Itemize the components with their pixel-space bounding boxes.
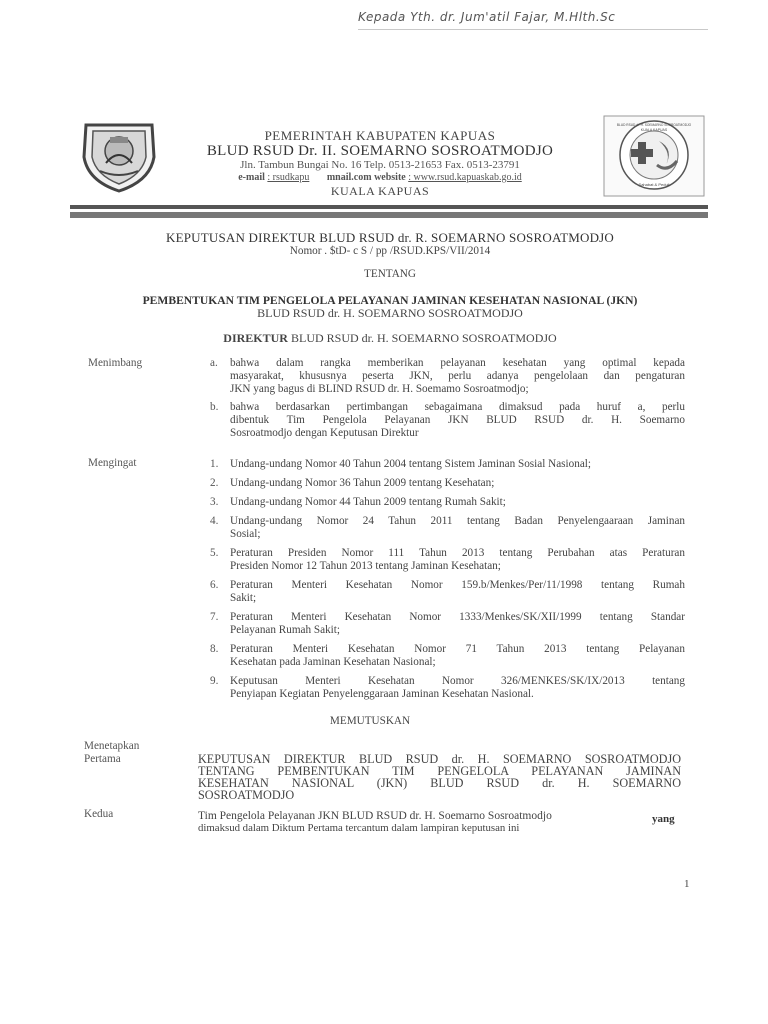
menimbang-item-text: dibentuk Tim Pengelola Pelayanan JKN BLUD RSUD dr. H. Soemarno [230, 414, 685, 426]
director-title: DIREKTUR [223, 331, 288, 345]
mengingat-item-text: Undang-undang Nomor 40 Tahun 2004 tentang Sistem Jaminan Sosial Nasional; [230, 458, 592, 470]
mengingat-item-marker: 3. [210, 496, 219, 508]
page-number: 1 [684, 878, 690, 890]
kedua-line1-tail: yang [652, 813, 675, 825]
mengingat-item-text: Peraturan Presiden Nomor 111 Tahun 2013 tentang Perubahan atas Peraturan [230, 547, 685, 559]
mengingat-item-text: Peraturan Menteri Kesehatan Nomor 159.b/Menkes/Per/11/1998 tentang Rumah [230, 579, 685, 591]
menetapkan-line: KESEHATAN NASIONAL (JKN) BLUD RSUD dr. H. SOEMARNO [198, 776, 681, 790]
website-value[interactable]: : www.rsud.kapuaskab.go.id [408, 172, 522, 183]
government-name: PEMERINTAH KABUPATEN KAPUAS [264, 128, 496, 143]
decree-subject-line1: PEMBENTUKAN TIM PENGELOLA PELAYANAN JAMINAN KESEHATAN NASIONAL (JKN) [142, 294, 638, 307]
mengingat-item-marker: 1. [210, 458, 219, 470]
email-domain: mnail.com [326, 172, 372, 183]
decree-number: Nomor . $tD- c S / pp /RSUD.KPS/VII/2014 [289, 245, 491, 257]
hospital-emblem-city: KUALA KAPUAS [640, 128, 668, 132]
decree-title: KEPUTUSAN DIREKTUR BLUD RSUD dr. R. SOEMARNO SOSROATMODJO [165, 230, 615, 245]
mengingat-item-text: Pelayanan Rumah Sakit; [230, 624, 340, 636]
kedua-line2: dimaksud dalam Diktum Pertama tercantum dalam lampiran keputusan ini [198, 822, 520, 834]
menetapkan-line: TENTANG PEMBENTUKAN TIM PENGELOLA PELAYANAN JAMINAN [198, 764, 681, 778]
decree-about: TENTANG [364, 268, 416, 280]
pertama-label: Pertama [84, 753, 121, 765]
menetapkan-label: Menetapkan [84, 740, 140, 752]
mengingat-item-text: Undang-undang Nomor 44 Tahun 2009 tentang Rumah Sakit; [230, 496, 506, 508]
email-label: e-mail [238, 172, 265, 183]
letterhead-rule-thin [70, 205, 708, 209]
decree-subject-line2: BLUD RSUD dr. H. SOEMARNO SOSROATMODJO [257, 306, 523, 320]
menimbang-item-text: bahwa berdasarkan pertimbangan sebagaimana dimaksud pada huruf a, perlu [230, 401, 685, 413]
email-value[interactable]: : rsudkapu [267, 172, 310, 183]
institution-name: BLUD RSUD Dr. II. SOEMARNO SOSROATMODJO [206, 143, 554, 159]
director-heading [60, 332, 720, 345]
mengingat-item-marker: 9. [210, 675, 219, 687]
mengingat-item-text: Peraturan Menteri Kesehatan Nomor 71 Tahun 2013 tentang Pelayanan [230, 643, 685, 655]
institution-address: Jln. Tambun Bungai No. 16 Telp. 0513-21653 Fax. 0513-23791 [240, 159, 520, 171]
letterhead-rule-thick [70, 212, 708, 218]
menimbang-item-marker: a. [210, 357, 218, 369]
kapuas-regency-emblem [80, 117, 158, 193]
mengingat-item-text: Presiden Nomor 12 Tahun 2013 tentang Jaminan Kesehatan; [230, 560, 501, 572]
mengingat-item-marker: 4. [210, 515, 219, 527]
menimbang-item-text: Sosroatmodjo dengan Keputusan Direktur [230, 427, 419, 439]
mengingat-item-text: Sakit; [230, 592, 257, 604]
mengingat-item-text: Undang-undang Nomor 24 Tahun 2011 tentang Badan Penyelengaaraan Jaminan [230, 515, 685, 527]
mengingat-item-text: Keputusan Menteri Kesehatan Nomor 326/MENKES/SK/IX/2013 tentang [230, 675, 685, 687]
contact-line [160, 172, 600, 183]
kedua-label: Kedua [84, 808, 114, 820]
mengingat-item-text: Undang-undang Nomor 36 Tahun 2009 tentang Kesehatan; [230, 477, 495, 489]
menimbang-item-text: masyarakat, khususnya peserta JKN, perlu adanya pengelolaan dan pengaturan [230, 370, 685, 382]
menimbang-item-marker: b. [210, 401, 219, 413]
menimbang-label: Menimbang [88, 357, 143, 369]
menimbang-item-text: bahwa dalam rangka memberikan pelayanan kesehatan yang optimal kepada [230, 357, 685, 369]
hospital-emblem-motto: Sahabat & Peduli [638, 182, 670, 187]
director-institution: BLUD RSUD dr. H. SOEMARNO SOSROATMODJO [290, 331, 557, 345]
mengingat-item-marker: 5. [210, 547, 219, 559]
menimbang-item-text: JKN yang bagus di BLIND RSUD dr. H. Soemamo Sosroatmodjo; [230, 383, 529, 395]
menetapkan-line: KEPUTUSAN DIREKTUR BLUD RSUD dr. H. SOEMARNO SOSROATMODJO [198, 752, 681, 766]
mengingat-item-text: Kesehatan pada Jaminan Kesehatan Nasional; [230, 656, 436, 668]
handwritten-note: Kepada Yth. dr. Jum'atil Fajar, M.Hlth.Sc [358, 2, 708, 30]
mengingat-item-marker: 7. [210, 611, 219, 623]
mengingat-item-text: Sosial; [230, 528, 261, 540]
city-name: KUALA KAPUAS [330, 184, 430, 198]
mengingat-item-marker: 8. [210, 643, 219, 655]
mengingat-item-marker: 2. [210, 477, 219, 489]
hospital-emblem [603, 115, 705, 197]
menetapkan-line: SOSROATMODJO [198, 788, 295, 802]
hospital-emblem-ring-text: BLUD RSUD dr. H. SOEMARNO SOSROATMODJO [616, 123, 692, 127]
memutuskan-heading: MEMUTUSKAN [329, 715, 411, 727]
mengingat-item-text: Penyiapan Kegiatan Penyelenggaraan Jaminan Kesehatan Nasional. [230, 688, 534, 700]
mengingat-item-marker: 6. [210, 579, 219, 591]
website-label: website [374, 172, 406, 183]
mengingat-label: Mengingat [88, 457, 137, 469]
mengingat-item-text: Peraturan Menteri Kesehatan Nomor 1333/Menkes/SK/XII/1999 tentang Standar [230, 611, 685, 623]
kedua-line1: Tim Pengelola Pelayanan JKN BLUD RSUD dr. H. Soemarno Sosroatmodjo [198, 810, 552, 822]
